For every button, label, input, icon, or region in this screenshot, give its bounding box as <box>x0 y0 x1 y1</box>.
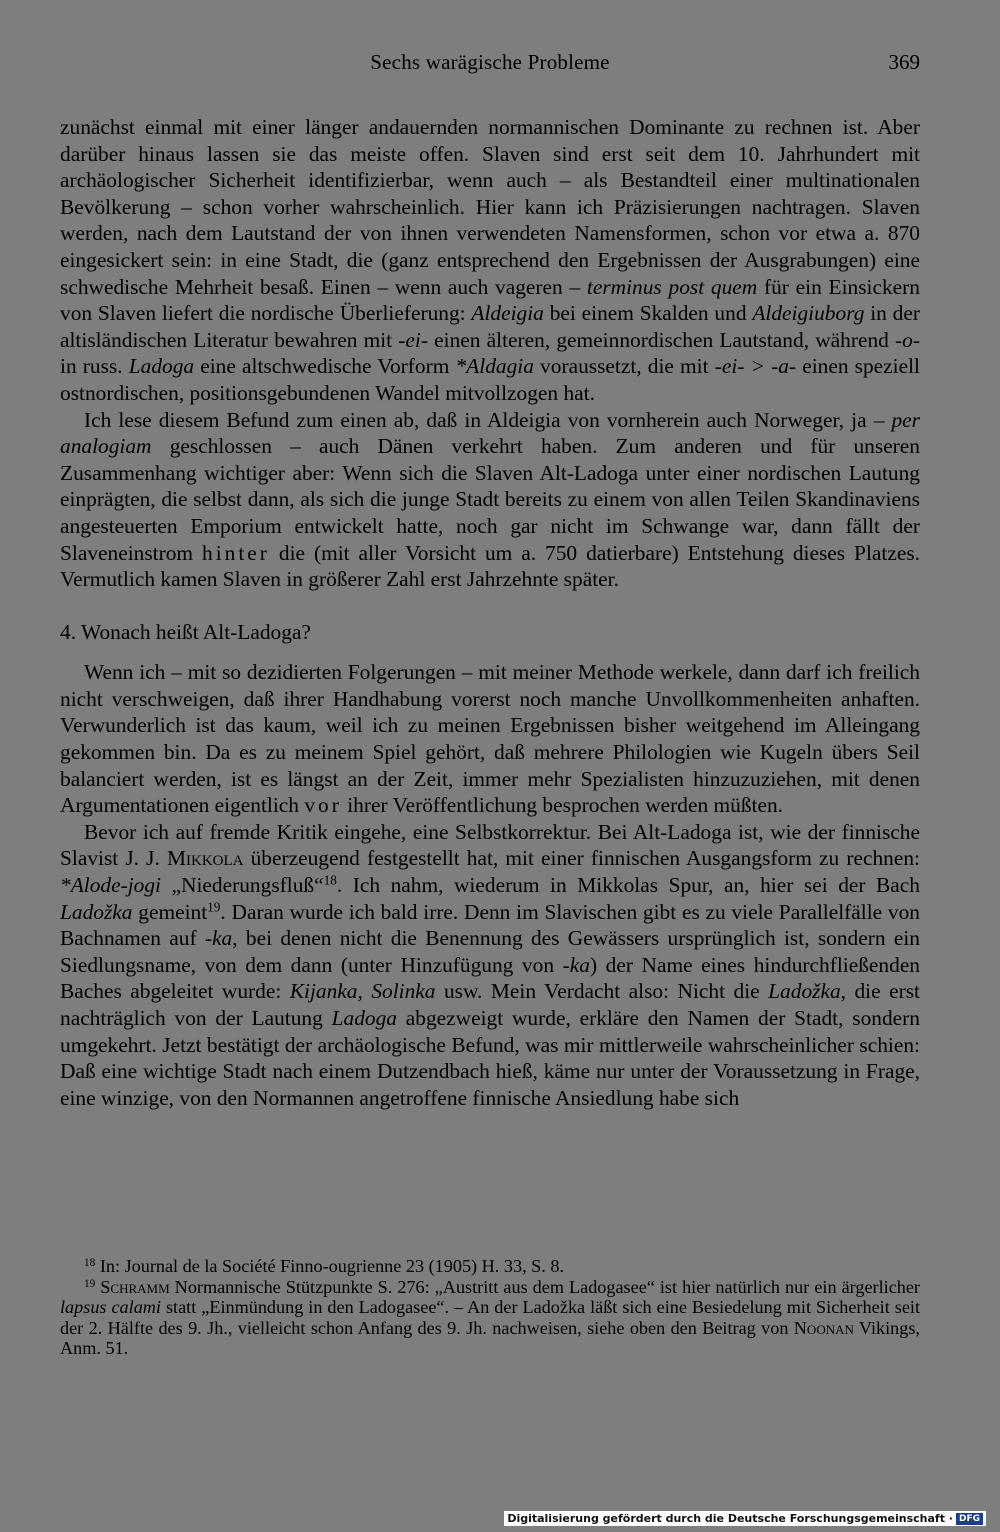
italic-run: -ka <box>562 952 590 977</box>
italic-run: -o- <box>895 327 920 352</box>
italic-run: -ei- <box>398 327 428 352</box>
italic-run: Aldeigia <box>471 301 544 326</box>
footnote-ref: 18 <box>323 872 337 888</box>
text-run: , bei denen nicht die Benennung des Gewässers ursprünglich ist, sondern ein Siedlungsname, von dem dann (unter Hinzufügung von <box>60 926 921 977</box>
digitization-credit <box>504 1511 986 1526</box>
italic-run: *Alode-jogi <box>60 873 161 898</box>
page-header <box>60 50 920 82</box>
page-number: 369 <box>888 50 920 74</box>
text-run: einen speziell ostnordischen, positionsgebundenen Wandel mitvollzogen hat. <box>60 354 920 405</box>
text-run: . Ich nahm, wiederum in Mikkolas Spur, an, hier sei der Bach <box>336 873 920 898</box>
footnote-ref: 18 <box>84 1256 96 1269</box>
text-run: usw. Mein Verdacht also: Nicht die <box>435 979 769 1004</box>
paragraph <box>60 114 920 407</box>
main-text <box>60 114 920 1111</box>
section-heading: 4. Wonach heißt Alt-Ladoga? <box>60 619 311 644</box>
italic-run: *Aldagia <box>455 354 534 379</box>
text-run: überzeugend festgestellt hat, mit einer finnischen Ausgangsform zu rechnen: <box>243 846 920 871</box>
paragraph <box>60 407 920 593</box>
text-run: . Daran wurde ich bald irre. Denn im Slavischen gibt es zu viele Parallelfälle von Bachnamen auf <box>60 899 920 951</box>
footnote-ref: 19 <box>207 899 221 915</box>
running-head: Sechs warägische Probleme <box>370 50 610 74</box>
author-name: Mikkola <box>166 846 244 871</box>
text-run: ihrer Veröffentlichung besprochen werden müßten. <box>341 793 783 818</box>
text-run: in russ. <box>60 354 129 379</box>
footnote-19 <box>60 1277 920 1359</box>
text-run: zunächst einmal mit einer länger andauernden normannischen Dominante zu rechnen ist. Aber darüber hinaus lassen sie das meiste offen. Slaven sind erst seit dem 10. Jahrhundert mit archäologischer Sicherheit identifizierbar, wenn auch – als Bestandteil einer multinationalen Bevölkerung – schon vorher wahrscheinlich. Hier kann ich Präzisierungen nachtragen. Slaven werden, nach dem Lautstand der von ihnen verwendeten Namensformen, schon vor etwa a. 870 eingesickert sein: in eine Stadt, die (ganz entsprechend den Ergebnissen der Ausgrabungen) eine schwedische Mehrheit besaß. Einen – wenn auch vageren – <box>60 115 920 299</box>
italic-run: Ladožka <box>768 979 841 1004</box>
paragraph <box>60 819 920 1112</box>
footnote-18 <box>60 1256 920 1277</box>
author-name: Schramm <box>100 1276 170 1297</box>
text-run: für ein Einsickern von Slaven liefert die nordische Überlieferung: <box>60 274 920 326</box>
italic-run: Ladoga <box>128 354 195 379</box>
text-run: die (mit aller Vorsicht um a. 750 datierbare) Entstehung dieses Platzes. Vermutlich kamen Slaven in größerer Zahl erst Jahrzehnte später. <box>60 540 920 592</box>
text-run: Bevor ich auf fremde Kritik eingehe, eine Selbstkorrektur. Bei Alt-Ladoga ist, wie der finnische Slavist J. J. <box>60 819 920 871</box>
italic-run: Kijanka, Solinka <box>289 979 436 1004</box>
text-run: statt „Einmündung in den Ladogasee“. – An der Ladožka läßt sich eine Besiedelung mit Sicherheit seit der 2. Hälfte des 9. Jh., vielleicht schon Anfang des 9. Jh. nachweisen, siehe oben den Beitrag von <box>60 1297 921 1338</box>
italic-run: lapsus calami <box>60 1297 161 1318</box>
text-run: , die erst nachträglich von der Lautung <box>60 979 920 1030</box>
credit-text: Digitalisierung gefördert durch die Deutsche Forschungsgemeinschaft · <box>507 1512 953 1525</box>
text-run: ) der Name eines hindurchfließenden Baches abgeleitet wurde: <box>60 952 921 1004</box>
text-run: Normannische Stützpunkte S. 276: „Austritt aus dem Ladogasee“ ist hier natürlich nur ein ärgerlicher <box>169 1276 920 1297</box>
emphasis-run: vor <box>304 793 342 818</box>
italic-run: Ladožka <box>60 899 133 924</box>
text-run: „Niederungsfluß“ <box>161 873 324 898</box>
text-run: einen älteren, gemeinnordischen Lautstand, während <box>427 327 896 352</box>
italic-run: -ei- > -a- <box>714 354 797 379</box>
italic-run: Ladoga <box>331 1006 397 1030</box>
text-run: gemeint <box>132 899 208 924</box>
emphasis-run: hinter <box>202 540 270 565</box>
italic-run: terminus post quem <box>586 274 758 299</box>
footnotes <box>60 1256 920 1359</box>
text-run: Ich lese diesem Befund zum einen ab, daß in Aldeigia von vornherein auch Norweger, ja – <box>84 407 892 432</box>
italic-run: -ka <box>204 926 233 951</box>
text-run: eine altschwedische Vorform <box>194 354 456 379</box>
paragraph <box>60 659 920 819</box>
text-run: Wenn ich – mit so dezidierten Folgerungen – mit meiner Methode werkele, dann darf ich freilich nicht verschweigen, daß ihrer Handhabung vorerst noch manche Unvollkommenheiten anhaften. Verwunderlich ist das kaum, weil ich zu meinen Ergebnissen bisher weitgehend im Alleingang gekommen bin. Da es zu meinem Spiel gehört, daß mehrere Philologien wie Kugeln übers Seil balanciert werden, ist es längst an der Zeit, immer mehr Spezialisten hinzuzuziehen, mit denen Argumentationen eigentlich <box>60 660 920 818</box>
text-run: Vikings, Anm. 51. <box>60 1317 920 1359</box>
text-run: In: Journal de la Société Finno-ougrienne 23 (1905) H. 33, S. 8. <box>95 1256 565 1276</box>
text-run: abgezweigt wurde, erkläre den Namen der Stadt, sondern umgekehrt. Jetzt bestätigt der archäologische Befund, was mir mittlerweile wahrscheinlicher schien: Daß eine wichtige Stadt nach einem Dutzendbach hieß, käme nur unter der Voraussetzung in Frage, eine winzige, von den Normannen angetroffene finnische Ansiedlung habe sich <box>60 1006 920 1110</box>
italic-run: Aldeigiuborg <box>752 301 865 326</box>
text-run: bei einem Skalden und <box>543 301 753 326</box>
text-run: in der altisländischen Literatur bewahren mit <box>60 301 920 352</box>
footnote-ref: 19 <box>84 1277 96 1290</box>
text-run: voraussetzt, die mit <box>533 354 715 379</box>
italic-run: per analogiam <box>60 407 920 459</box>
author-name: Noonan <box>793 1317 854 1338</box>
text-run: geschlossen – auch Dänen verkehrt haben. Zum anderen und für unseren Zusammenhang wichtiger aber: Wenn sich die Slaven Alt-Ladoga unter einer nordischen Lautung einprägten, die selbst dann, als sich die junge Stadt bereits zu einem von allen Teilen Skandinaviens angesteuerten Emporium entwickelt hatte, noch gar nicht im Schwange war, dann fällt der Slaveneinstrom <box>60 434 920 565</box>
dfg-logo: DFG <box>956 1513 983 1525</box>
